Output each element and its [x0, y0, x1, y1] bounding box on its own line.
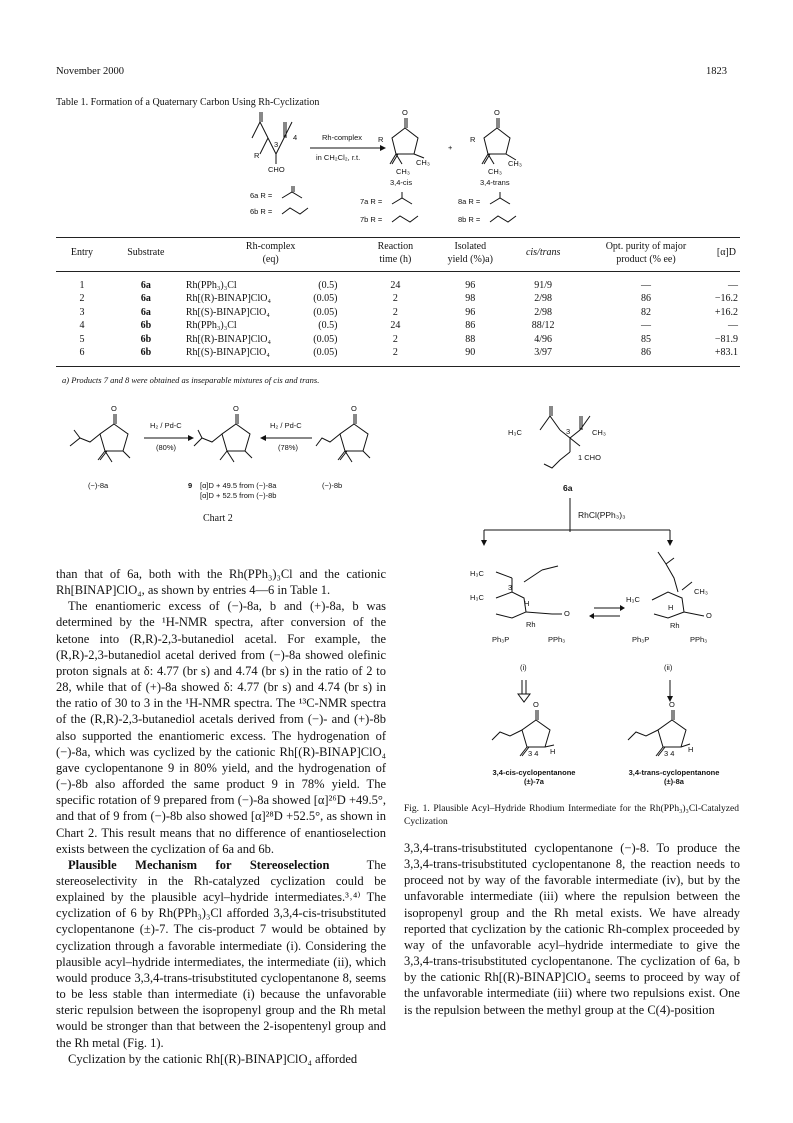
- th-alpha: [α]D: [716, 247, 736, 259]
- svg-text:H₃C: H₃C: [626, 595, 640, 604]
- ch3-label-7: CH₃: [416, 158, 430, 167]
- paragraph: Cyclization by the cationic Rh[(R)-BINAP]ClO₄ afforded: [68, 1051, 358, 1066]
- svg-text:Rh: Rh: [670, 621, 680, 630]
- product-8a-caption: 3,4-trans-cyclopentanone (±)-8a: [628, 768, 720, 786]
- int-i-label: (i): [520, 663, 527, 672]
- svg-text:3 4: 3 4: [664, 749, 675, 758]
- paragraph: Plausible Mechanism for Stereoselection The stereoselectivity in the Rh-catalyzed cyclization could be explained by the plausible acyl–hydride intermediates.³˒⁴⁾ The cyclization of 6 by Rh(PPh₃)₃Cl afforded 3,3,4-cis-trisubstituted cyclopentanone (±)-7. The cis-product 7 would be obtained by cyclization through a favorable intermediate (i). Considering the plausible acyl–hydride intermediates, the intermediate (ii), which would produce 3,3,4-trans-trisubstituted cyclopentanone 8, seems to be less stable than intermediate (i) because the unfavorable steric repulsion between the isopropenyl group and the Rh metal would be stronger than that between the 2-isopentenyl group and the Rh metal (Fig. 1).: [56, 857, 386, 1050]
- product-7-structure: [378, 108, 430, 187]
- svg-text:O: O: [706, 611, 712, 620]
- table-footnote: a) Products 7 and 8 were obtained as inseparable mixtures of cis and trans.: [62, 375, 320, 385]
- th-entry: Entry: [70, 247, 94, 259]
- svg-text:H₃C: H₃C: [470, 569, 484, 578]
- figure-1-scheme: [452, 402, 742, 762]
- running-date: November 2000: [56, 66, 124, 77]
- paragraph: The enantiomeric excess of (−)-8a, b and (+)-8a, b was determined by the ¹H-NMR spectra, after conversion of the ketone into (R,R)-2,3-butanediol acetal. For example, the (R,R)-2,3-butanediol acetal derived from (−)-8a showed olefinic proton signals at δ: 4.77 (br s) and 4.74 (br s) in the ratio of 2 to 28, while that of (+)-8a showed δ: 4.77 (br s) and 4.74 (br s) in the ratio of 30 to 3 in the ¹H-NMR spectra. The ¹³C-NMR spectra of the (R,R)-2,3-butanediol acetals derived from (−)- and (+)-8b also supported the enantiomeric excess. The hydrogenation of (−)-8a, which was cyclized by the cationic Rh[(R)-BINAP]ClO₄ gave cyclopentanone 9 in 80% yield, and the hydrogenation of (−)-8b also afforded the same product 9 in 78% yield. The specific rotation of 9 prepared from (−)-8a showed [α]²⁶D +49.5°, and that of 9 from (−)-8b also showed [α]²⁸D +52.5°, as shown in Chart 2. This result means that no difference of enantioselection exists between the cyclization of 6a and 6b.: [56, 599, 386, 856]
- plus-sign: +: [448, 143, 453, 152]
- structure-6a: [508, 406, 606, 468]
- r-label-7: R: [378, 135, 384, 144]
- svg-text:O: O: [533, 700, 539, 709]
- yield-right: (78%): [278, 443, 299, 452]
- svg-text:3: 3: [508, 583, 513, 592]
- figure-1-caption: Fig. 1. Plausible Acyl–Hydride Rhodium Intermediate for the Rh(PPh₃)₃Cl-Catalyzed Cyclization: [404, 804, 739, 827]
- product-8-label: 3,4-trans: [480, 178, 510, 187]
- cho-label: CHO: [268, 165, 285, 174]
- svg-text:Ph₃P: Ph₃P: [492, 635, 510, 644]
- product-7a-caption: 3,4-cis-cyclopentanone (±)-7a: [492, 768, 576, 786]
- page-number: 1823: [706, 66, 727, 77]
- table1-scheme: [230, 108, 560, 233]
- def-6a: 6a R =: [250, 191, 273, 200]
- o-label-8: O: [494, 108, 500, 117]
- yield-left: (80%): [156, 443, 177, 452]
- substrate-structure: [252, 112, 297, 174]
- right-column: [404, 840, 740, 1018]
- structure-8a: [70, 404, 130, 462]
- svg-text:O: O: [233, 404, 239, 413]
- svg-text:3 4: 3 4: [528, 749, 539, 758]
- table-row: 2 6a Rh[(R)-BINAP]ClO₄ (0.05) 2 98 2/98 86 −16.2: [79, 293, 738, 305]
- svg-text:H₃C: H₃C: [470, 593, 484, 602]
- table-row: 6 6b Rh[(S)-BINAP]ClO₄ (0.05) 2 90 3/97 86 +83.1: [79, 347, 738, 359]
- intermediate-i: [470, 566, 570, 644]
- def-6b: 6b R =: [250, 207, 273, 216]
- label-6a: 6a: [563, 483, 573, 493]
- svg-text:PPh₃: PPh₃: [690, 635, 708, 644]
- ch3-label-8: CH₃: [508, 159, 522, 168]
- int-ii-label: (ii): [664, 663, 673, 672]
- chart-2-caption: Chart 2: [203, 513, 233, 524]
- section-heading: Plausible Mechanism for Stereoselection: [68, 857, 330, 872]
- intermediate-ii: [626, 552, 712, 644]
- svg-text:H₃C: H₃C: [508, 428, 522, 437]
- svg-text:O: O: [111, 404, 117, 413]
- def-7a: 7a R =: [360, 197, 383, 206]
- reagent-right: H₂ / Pd-C: [270, 421, 302, 430]
- svg-text:H: H: [688, 745, 694, 754]
- th-reaction-time: Reaction time (h): [377, 241, 414, 265]
- ch3-label-8b: CH₃: [488, 167, 502, 176]
- product-7-label: 3,4-cis: [390, 178, 413, 187]
- svg-text:O: O: [564, 609, 570, 618]
- svg-text:O: O: [351, 404, 357, 413]
- def-7b: 7b R =: [360, 215, 383, 224]
- svg-text:CH₃: CH₃: [592, 428, 606, 437]
- label-9: 9: [188, 481, 193, 490]
- th-opt-purity: Opt. purity of major product (% ee): [605, 241, 687, 265]
- table-header-row: [56, 238, 740, 272]
- table-row: 1 6a Rh(PPh₃)₃Cl (0.5) 24 96 91/9 — —: [79, 280, 738, 291]
- def-8b: 8b R =: [458, 215, 481, 224]
- svg-text:Rh: Rh: [526, 620, 536, 629]
- label-8a: (−)-8a: [88, 481, 109, 490]
- substituent-r: R: [254, 151, 260, 160]
- table-row: 5 6b Rh[(R)-BINAP]ClO₄ (0.05) 2 88 4/96 85 −81.9: [79, 333, 738, 345]
- svg-text:PPh₃: PPh₃: [548, 635, 566, 644]
- chart-2-scheme: [60, 402, 390, 512]
- table-1: [56, 237, 740, 367]
- svg-text:H: H: [668, 603, 674, 612]
- svg-text:O: O: [669, 700, 675, 709]
- reagent-fig1: RhCl(PPh₃)₃: [578, 510, 626, 520]
- svg-text:CH₃: CH₃: [694, 587, 708, 596]
- structure-8b: [316, 404, 370, 462]
- ring-4-label: 4: [293, 133, 298, 142]
- table-row: 4 6b Rh(PPh₃)₃Cl (0.5) 24 86 88/12 — —: [79, 320, 738, 332]
- ch3-label-7b: CH₃: [396, 167, 410, 176]
- rotation-2: [α]D + 52.5 from (−)-8b: [200, 491, 277, 500]
- svg-text:H: H: [550, 747, 556, 756]
- svg-text:H: H: [524, 599, 530, 608]
- svg-text:1 CHO: 1 CHO: [578, 453, 601, 462]
- reagent-bottom: in CH₂Cl₂, r.t.: [316, 153, 361, 162]
- th-yield: Isolated yield (%)a): [447, 241, 493, 265]
- paragraph: than that of 6a, both with the Rh(PPh₃)₃Cl and the cationic Rh[BINAP]ClO₄, as shown by entries 4—6 in Table 1.: [56, 567, 386, 598]
- svg-text:3: 3: [566, 427, 571, 436]
- svg-text:Ph₃P: Ph₃P: [632, 635, 650, 644]
- left-column: [56, 566, 386, 1067]
- paragraph: 3,3,4-trans-trisubstituted cyclopentanone (−)-8. To produce the 3,3,4-trans-trisubstituted cyclopentanone 8, the reaction needs to proceed not by way of the favorable intermediate (iv), but by the unfavorable intermediate (iii) where the repulsion between the isopropenyl group and the Rh metal exists. We have already reported that cyclization by the cationic Rh-complex proceeded by way of the unfavorable acyl–hydride intermediate to give the 3,3,4-trans-trisubstituted cyclopentanone. The cyclization of 6a, b by the cationic Rh[(R)-BINAP]ClO₄ seems to proceed by way of the unfavorable intermediate (iii) where two repulsions exist. One is the repulsion between the methyl group at the C(4)-position: [404, 841, 740, 1017]
- label-8b: (−)-8b: [322, 481, 343, 490]
- structure-9: [194, 404, 252, 462]
- th-complex: Rh-complex (eq): [245, 241, 296, 265]
- ring-3-label: 3: [274, 140, 279, 149]
- reagent-left: H₂ / Pd-C: [150, 421, 182, 430]
- reagent-top: Rh-complex: [322, 133, 363, 142]
- structure-8a-fig1: [628, 700, 693, 758]
- def-8a: 8a R =: [458, 197, 481, 206]
- structure-7a: [492, 700, 555, 758]
- rotation-1: [α]D + 49.5 from (−)-8a: [200, 481, 277, 490]
- o-label: O: [402, 108, 408, 117]
- table-caption: Table 1. Formation of a Quaternary Carbon Using Rh-Cyclization: [56, 97, 320, 108]
- th-substrate: Substrate: [127, 247, 165, 259]
- th-cistrans: cis/trans: [525, 247, 561, 259]
- product-8-structure: [470, 108, 522, 187]
- r-label-8: R: [470, 135, 476, 144]
- table-row: 3 6a Rh[(S)-BINAP]ClO₄ (0.05) 2 96 2/98 82 +16.2: [79, 306, 738, 318]
